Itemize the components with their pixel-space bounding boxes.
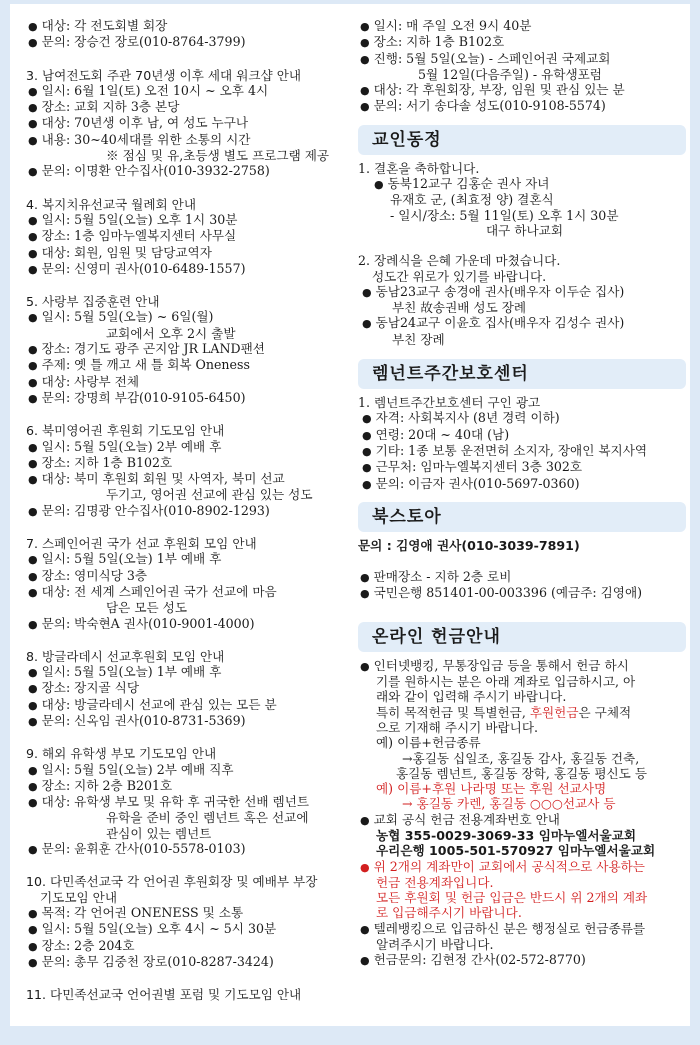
list-item: ● 교회 공식 헌금 전용계좌번호 안내 [360, 811, 560, 827]
bullet-icon: ● [28, 117, 38, 131]
bullet-icon: ● [374, 178, 384, 192]
bullet-icon: ● [360, 571, 370, 585]
item-text: 일시: 매 주일 오전 9시 40분 [373, 18, 532, 33]
item-text: 문의: 신영미 권사(010-6489-1557) [41, 260, 246, 276]
bullet-icon: ● [28, 779, 38, 793]
item-text: 문의: 이명환 안수집사(010-3932-2758) [41, 163, 270, 179]
news-wedding-title: 1. 결혼을 축하합니다. [358, 160, 480, 176]
list-item [26, 616, 356, 632]
item-continuation: 담은 모든 성도 [106, 600, 187, 616]
list-item [26, 921, 356, 937]
list-item [26, 551, 356, 567]
bullet-icon: ● [28, 343, 38, 357]
bookstore-list [358, 569, 686, 602]
item-text: 장소: 교회 지하 3층 본당 [41, 99, 180, 115]
bullet-icon: ● [362, 285, 372, 299]
online-text: 래와 같이 입력해 주시기 바랍니다. [376, 689, 567, 705]
bullet-icon: ● [360, 954, 370, 968]
item-text: 동남24교구 이윤호 집사(배우자 김성수 권사) [375, 315, 625, 331]
news-funeral-title: 2. 장례식을 은혜 가운데 마쳤습니다. [358, 253, 561, 269]
item-continuation: 부친 장례 [392, 331, 445, 347]
item-text: 대상: 70년생 이후 남, 여 성도 누구나 [41, 115, 249, 131]
online-example-red: → 홍길동 카렌, 홍길동 ○○○선교사 등 [402, 796, 616, 812]
list-item [26, 584, 356, 600]
list-item [26, 713, 356, 729]
bullet-icon: ● [360, 587, 370, 601]
bullet-icon: ● [28, 666, 38, 680]
announcement-section [26, 746, 356, 857]
account-nonghyup: 농협 355-0029-3069-33 임마누엘서울교회 [376, 827, 637, 843]
section-title-cont: 기도모임 안내 [40, 889, 117, 905]
list-item [26, 471, 356, 487]
item-text: 장소: 1층 임마누엘복지센터 사무실 [41, 228, 237, 244]
bullet-icon: ● [28, 682, 38, 696]
section-title: 8. 방글라데시 선교후원회 모임 안내 [26, 648, 225, 664]
announcement-section [26, 649, 356, 729]
item-text: 대상: 회원, 임원 및 담당교역자 [41, 244, 212, 260]
item-text: 문의: 총무 김중천 장로(010-8287-3424) [41, 953, 274, 969]
news-wedding-venue: 대구 하나교회 [486, 222, 563, 238]
bullet-icon: ● [360, 84, 370, 98]
item-text: 대상: 유학생 부모 및 유학 후 귀국한 선배 렘넌트 [41, 794, 310, 810]
section-title: 6. 북미영어권 후원회 기도모임 안내 [26, 423, 225, 439]
item-continuation: ※ 점심 및 유,초등생 별도 프로그램 제공 [106, 148, 330, 164]
bullet-icon: ● [28, 796, 38, 810]
list-item [26, 390, 356, 406]
item-text: 기타: 1종 보통 운전면허 소지자, 장애인 복지사역 [375, 442, 648, 458]
bullet-icon: ● [28, 714, 38, 728]
bullet-icon: ● [28, 504, 38, 518]
item-text: 장소: 영미식당 3층 [41, 567, 148, 583]
bullet-icon: ● [28, 585, 38, 599]
list-item: ● 위 2개의 계좌만이 교회에서 공식적으로 사용하는 [360, 858, 645, 874]
bullet-icon: ● [28, 230, 38, 244]
bullet-icon: ● [28, 246, 38, 260]
bullet-icon: ● [360, 52, 370, 66]
item-text: 일시: 5월 5일(오늘) 1부 예배 후 [41, 551, 222, 567]
list-item [26, 309, 356, 325]
bullet-icon: ● [28, 359, 38, 373]
list-item [358, 459, 686, 475]
news-funeral-subtitle: 성도간 위로가 있기를 바랍니다. [372, 268, 547, 284]
online-giving [358, 658, 686, 969]
list-item [358, 284, 686, 300]
section-title: 4. 복지치유선교국 월례회 안내 [26, 196, 197, 212]
list-item [26, 455, 356, 471]
list-item [26, 115, 356, 131]
section-title: 7. 스페인어권 국가 선교 후원회 모임 안내 [26, 536, 257, 552]
funeral-list [358, 284, 686, 347]
list-item: ● 문의: 장승건 장로(010-8764-3799) [28, 34, 246, 50]
list-item [26, 568, 356, 584]
bullet-icon: ● [28, 906, 38, 920]
item-text: 장소: 경기도 광주 곤지암 JR LAND팬션 [41, 341, 265, 357]
list-item: ● 텔레뱅킹으로 입금하신 분은 행정실로 헌금종류를 [360, 920, 646, 936]
item-text: 장소: 2층 204호 [41, 937, 135, 953]
bullet-icon: ● [360, 659, 370, 673]
bullet-icon: ● [28, 165, 38, 179]
list-item [26, 261, 356, 277]
item-text: 일시: 5월 5일(오늘) 1부 예배 후 [41, 664, 222, 680]
item-text: 일시: 5월 5일(오늘) 2부 예배 후 [41, 438, 222, 454]
list-item: ● 헌금문의: 김현정 간사(02-572-8770) [360, 952, 586, 968]
list-item: ● 대상: 각 전도회별 회장 [28, 18, 168, 33]
list-item [26, 245, 356, 261]
item-text: 연령: 20대 ~ 40대 (남) [375, 426, 510, 442]
warning-text: 로 입금해주시기 바랍니다. [376, 905, 522, 921]
item-text: 문의: 김명광 안수집사(010-8902-1293) [41, 502, 270, 518]
list-item [26, 905, 356, 921]
list-item [26, 374, 356, 390]
bullet-icon: ● [360, 100, 370, 114]
list-item [26, 680, 356, 696]
section-header-remnant: 렘넌트주간보호센터 [358, 359, 686, 389]
list-item [358, 18, 686, 34]
bullet-icon: ● [360, 36, 370, 50]
bullet-icon: ● [360, 813, 370, 827]
bullet-icon: ● [362, 444, 372, 458]
bullet-icon: ● [28, 36, 38, 50]
item-text: 장소: 지하 1층 B102호 [41, 454, 173, 470]
item-text: 대상: 북미 후원회 회원 및 사역자, 북미 선교 [41, 471, 285, 487]
bullet-icon: ● [28, 698, 38, 712]
online-example-red: 예) 이름+후원 나라명 또는 후원 선교사명 [376, 781, 607, 797]
list-item [26, 664, 356, 680]
item-continuation: 두기고, 영어권 선교에 관심 있는 성도 [106, 487, 313, 503]
list-item [358, 569, 686, 585]
section-title: 9. 해외 유학생 부모 기도모임 안내 [26, 746, 217, 762]
item-text: 대상: 각 후원회장, 부장, 임원 및 관심 있는 분 [373, 82, 625, 98]
remnant-title: 1. 렘넌트주간보호센터 구인 광고 [358, 395, 541, 411]
section-title: 11. 다민족선교국 언어권별 포럼 및 기도모임 안내 [26, 987, 302, 1003]
list-item [358, 98, 686, 114]
announcement-section [26, 423, 356, 519]
list-item [358, 410, 686, 426]
announcement-section [26, 874, 356, 970]
section-items [26, 551, 356, 631]
item-text: 일시: 5월 5일(오늘) 오후 1시 30분 [41, 211, 238, 227]
list-item [358, 427, 686, 443]
carryover-list [26, 18, 356, 51]
list-item [26, 132, 356, 148]
bullet-icon: ● [362, 477, 372, 491]
item-text: 대상: 방글라데시 선교에 관심 있는 모든 분 [41, 696, 277, 712]
bullet-icon: ● [360, 860, 370, 874]
section-items [26, 309, 356, 406]
item-text: 진행: 5월 5일(오늘) - 스페인어권 국제교회 [373, 50, 611, 66]
bulletin-page [10, 4, 690, 1026]
section-header-online: 온라인 헌금안내 [358, 622, 686, 652]
bullet-icon: ● [28, 569, 38, 583]
bullet-icon: ● [28, 133, 38, 147]
bullet-icon: ● [28, 375, 38, 389]
online-example: 홍길동 렘넌트, 홍길동 장학, 홍길동 평신도 등 [396, 765, 648, 781]
section-items [26, 439, 356, 519]
item-text: 주제: 옛 틀 깨고 새 틀 회복 Oneness [41, 357, 250, 373]
item-text: 일시: 5월 5일(오늘) ~ 6일(월) [41, 309, 214, 325]
bullet-icon: ● [28, 391, 38, 405]
list-item [26, 99, 356, 115]
remnant-list [358, 410, 686, 491]
item-text: 장소: 지하 2층 B201호 [41, 777, 173, 793]
section-header-news: 교인동정 [358, 125, 686, 155]
bullet-icon: ● [360, 20, 370, 33]
announcement-section [26, 294, 356, 406]
list-item [358, 51, 686, 67]
bullet-icon: ● [28, 20, 38, 33]
section-title: 3. 남여전도회 주관 70년생 이후 세대 워크샵 안내 [26, 67, 302, 83]
list-item [358, 315, 686, 331]
item-text: 문의: 이금자 권사(010-5697-0360) [375, 475, 580, 491]
news-wedding-detail: - 일시/장소: 5월 11일(토) 오후 1시 30분 [390, 207, 619, 223]
warning-text: 헌금 전용계좌입니다. [376, 874, 494, 890]
online-text: 알려주시기 바랍니다. [376, 937, 494, 953]
section-title: 10. 다민족선교국 각 언어권 후원회장 및 예배부 부장 [26, 874, 318, 890]
list-item [26, 778, 356, 794]
account-woori: 우리은행 1005-501-570927 임마누엘서울교회 [376, 843, 656, 859]
list-item [358, 82, 686, 98]
bullet-icon: ● [28, 440, 38, 454]
list-item [26, 83, 356, 99]
item-continuation: 부친 故송권배 성도 장례 [392, 300, 527, 316]
item-text: 대상: 전 세계 스페인어권 국가 선교에 마음 [41, 583, 277, 599]
announcement-section [26, 987, 356, 1002]
list-item [26, 212, 356, 228]
list-item [26, 697, 356, 713]
item-continuation: 5월 12일(다음주일) - 유학생포럼 [418, 66, 602, 82]
bullet-icon: ● [28, 763, 38, 777]
bullet-icon: ● [28, 843, 38, 857]
bullet-icon: ● [28, 84, 38, 98]
item-text: 일시: 5월 5일(오늘) 2부 예배 직후 [41, 761, 234, 777]
list-item [26, 762, 356, 778]
list-item [26, 503, 356, 519]
section-items [26, 83, 356, 180]
announcement-section [26, 197, 356, 277]
item-text: 일시: 5월 5일(오늘) 오후 4시 ~ 5시 30분 [41, 921, 277, 937]
announcement-section [26, 68, 356, 180]
highlight-text: 후원헌금 [529, 704, 579, 720]
list-item [26, 357, 356, 373]
online-text: 기를 원하시는 분은 아래 계좌로 입금하시고, 아 [376, 674, 636, 690]
list-item: ● 인터넷뱅킹, 무통장입금 등을 통해서 헌금 하시 [360, 657, 629, 673]
online-text: 특히 목적헌금 및 특별헌금, 후원헌금은 구체적 [376, 704, 632, 720]
forum-details [358, 18, 686, 115]
item-continuation: 교회에서 오후 2시 출발 [106, 325, 236, 341]
online-example: →홍길동 십일조, 홍길동 감사, 홍길동 건축, [402, 750, 640, 766]
section-items [26, 212, 356, 277]
section-items [26, 762, 356, 858]
warning-text: 모든 후원회 및 헌금 입금은 반드시 위 2개의 계좌 [376, 890, 648, 906]
item-text: 문의: 박숙현A 권사(010-9001-4000) [41, 615, 255, 631]
list-item [26, 954, 356, 970]
bullet-icon: ● [28, 311, 38, 325]
bullet-icon: ● [28, 101, 38, 115]
item-text: 대상: 사랑부 전체 [41, 373, 140, 389]
item-text: 문의: 강명희 부감(010-9105-6450) [41, 389, 246, 405]
announcement-sections [26, 68, 356, 1003]
list-item [26, 228, 356, 244]
item-continuation: 유학을 준비 중인 렘넌트 혹은 선교에 [106, 810, 309, 826]
item-text: 국민은행 851401-00-003396 (예금주: 김영애) [373, 585, 643, 601]
item-text: 일시: 6월 1일(토) 오전 10시 ~ 오후 4시 [41, 82, 269, 98]
item-text: 목적: 각 언어권 ONENESS 및 소통 [41, 904, 244, 920]
bullet-icon: ● [362, 461, 372, 475]
bullet-icon: ● [362, 412, 372, 426]
bullet-icon: ● [362, 428, 372, 442]
left-column [26, 18, 356, 1002]
list-item [26, 341, 356, 357]
bullet-icon: ● [28, 473, 38, 487]
item-text: 근무처: 임마누엘복지센터 3층 302호 [375, 459, 583, 475]
bullet-icon: ● [28, 923, 38, 937]
list-item [358, 443, 686, 459]
item-text: 문의: 윤휘훈 간사(010-5578-0103) [41, 841, 246, 857]
bullet-icon: ● [28, 939, 38, 953]
list-item [26, 439, 356, 455]
bullet-icon: ● [360, 922, 370, 936]
bullet-icon: ● [362, 317, 372, 331]
list-item [358, 34, 686, 50]
list-item [358, 476, 686, 492]
online-text: 예) 이름+헌금종류 [376, 735, 481, 751]
item-text: 문의: 신옥임 권사(010-8731-5369) [41, 712, 246, 728]
section-title: 5. 사랑부 집중훈련 안내 [26, 294, 160, 310]
item-text: 장소: 지하 1층 B102호 [373, 34, 505, 50]
section-items [26, 664, 356, 729]
list-item [26, 163, 356, 179]
bookstore-contact: 문의 : 김영애 권사(010-3039-7891) [358, 537, 580, 553]
item-text: 동남23교구 송경애 권사(배우자 이두순 집사) [375, 283, 625, 299]
bullet-icon: ● [28, 955, 38, 969]
bullet-icon: ● [28, 553, 38, 567]
announcement-section [26, 536, 356, 632]
online-text: 으로 기재해 주시기 바랍니다. [376, 719, 538, 735]
item-text: 자격: 사회복지사 (8년 경력 이하) [375, 410, 560, 426]
right-column [358, 18, 686, 969]
list-item [358, 585, 686, 601]
list-item [26, 938, 356, 954]
bullet-icon: ● [28, 213, 38, 227]
list-item [26, 841, 356, 857]
item-text: 판매장소 - 지하 2층 로비 [373, 569, 512, 585]
bullet-icon: ● [28, 456, 38, 470]
bullet-icon: ● [28, 617, 38, 631]
list-item: ● 동북12교구 김홍순 권사 자녀 [374, 176, 550, 192]
item-text: 장소: 장지골 식당 [41, 680, 140, 696]
item-text: 내용: 30~40세대를 위한 소통의 시간 [41, 131, 251, 147]
item-text: 문의: 서기 송다솔 성도(010-9108-5574) [373, 98, 606, 114]
section-items [26, 905, 356, 970]
item-continuation: 관심이 있는 렘넌트 [106, 825, 212, 841]
section-header-bookstore: 북스토아 [358, 502, 686, 532]
bullet-icon: ● [28, 262, 38, 276]
list-item [26, 794, 356, 810]
news-wedding-detail: 유재호 군, (최효정 양) 결혼식 [390, 192, 554, 208]
